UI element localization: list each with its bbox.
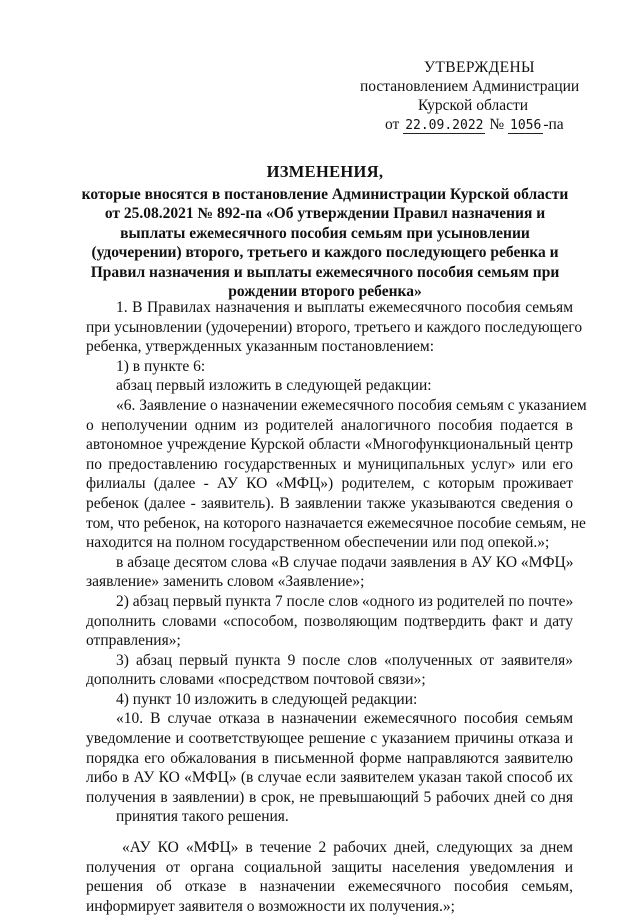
paragraph-2 (86, 357, 573, 377)
text-line: либо в АУ КО «МФЦ» (в случае если заявителем указан такой способ их (86, 769, 573, 787)
text-line: получения в заявлении) в срок, не превышающий 5 рабочих дней со дня (86, 788, 573, 806)
text-line: о неполучении одним из родителей аналогичного пособия подается в (86, 416, 573, 434)
text-line: «6. Заявление о назначении ежемесячного пособия семьям с указанием (116, 396, 587, 414)
text-line: 4) пункт 10 изложить в следующей редакции: (116, 690, 418, 708)
title-line: (удочерении) второго, третьего и каждого последующего ребенка и (91, 244, 559, 261)
text-line: дополнить словами «посредством почтовой связи»; (86, 671, 426, 689)
paragraph-8 (86, 690, 573, 710)
text-line: ребенка, утвержденных указанным постановлением: (86, 338, 435, 356)
text-line: 2) абзац первый пункта 7 после слов «одного из родителей по почте» (116, 592, 574, 610)
document-body (86, 298, 587, 916)
approval-stamp (356, 58, 592, 135)
text-line: уведомление и соответствующее решение с указанием причины отказа и (86, 730, 573, 748)
approval-number: 1056 (510, 118, 542, 133)
approval-number-label: № (489, 116, 505, 133)
paragraph-3 (86, 376, 573, 396)
text-line: порядка его обжалования в письменной форме направляются заявителю (86, 749, 573, 767)
approval-number-suffix: -па (543, 116, 564, 133)
text-line: абзац первый изложить в следующей редакции: (116, 377, 432, 395)
paragraph-4 (86, 396, 587, 553)
text-line: принятия такого решения. (116, 808, 289, 826)
text-line: автономное учреждение Курской области «Многофункциональный центр (86, 436, 573, 454)
text-line: получения от органа социальной защиты населения уведомления и (86, 858, 573, 876)
text-line: находится на полном государственном обеспечении или под опекой.»; (86, 534, 550, 552)
approval-region: Курской области (418, 97, 529, 114)
text-line: ребенок (далее - заявитель). В заявлении также указываются сведения о (86, 494, 573, 512)
title-line: которые вносятся в постановление Администрации Курской области (81, 185, 569, 203)
text-line: «10. В случае отказа в назначении ежемесячного пособия семьям (116, 710, 573, 728)
approval-date: 22.09.2022 (405, 118, 484, 133)
document-title (80, 162, 570, 302)
paragraph-10 (86, 838, 573, 916)
title-line: рождении второго ребенка» (228, 283, 422, 300)
text-line: при усыновлении (удочерении) второго, третьего и каждого последующего (86, 318, 583, 336)
approval-heading: УТВЕРЖДЕНЫ (424, 59, 535, 76)
paragraph-1 (86, 298, 583, 357)
paragraph-7 (86, 651, 573, 690)
text-line: «АУ КО «МФЦ» в течение 2 рабочих дней, следующих за днем (122, 839, 573, 857)
text-line: по предоставлению государственных и муниципальных услуг» или его (86, 455, 573, 473)
text-line: заявление» заменить словом «Заявление»; (86, 573, 365, 591)
title-main: ИЗМЕНЕНИЯ, (266, 162, 384, 181)
text-line: том, что ребенок, на которого назначается ежемесячное пособие семьям, не (86, 514, 586, 532)
approval-date-line (356, 115, 592, 135)
title-line: выплаты ежемесячного пособия семьям при усыновлении (120, 224, 530, 242)
paragraph-9 (86, 709, 573, 827)
title-line: Правил назначения и выплаты ежемесячного пособия семьям при (90, 263, 560, 281)
approval-authority: постановлением Администрации (360, 78, 580, 95)
text-line: дополнить словами «способом, позволяющим подтвердить факт и дату (86, 612, 573, 630)
text-line: информирует заявителя о возможности их получения.»; (86, 897, 455, 915)
text-line: в абзаце десятом слова «В случае подачи заявления в АУ КО «МФЦ» (116, 553, 574, 571)
text-line: 1. В Правилах назначения и выплаты ежемесячного пособия семьям (116, 299, 573, 316)
title-line: от 25.08.2021 № 892-па «Об утверждении Правил назначения и (104, 205, 546, 222)
paragraph-gap (86, 827, 573, 838)
text-line: филиалы (далее - АУ КО «МФЦ») родителем, с которым проживает (86, 475, 573, 493)
approval-date-prefix: от (385, 116, 400, 133)
text-line: 3) абзац первый пункта 9 после слов «полученных от заявителя» (116, 651, 573, 669)
paragraph-5 (86, 553, 573, 592)
text-line: отправления»; (86, 632, 181, 650)
text-line: 1) в пункте 6: (116, 357, 206, 375)
paragraph-6 (86, 592, 573, 651)
text-line: решения об отказе в назначении ежемесячного пособия семьям, (86, 878, 573, 896)
